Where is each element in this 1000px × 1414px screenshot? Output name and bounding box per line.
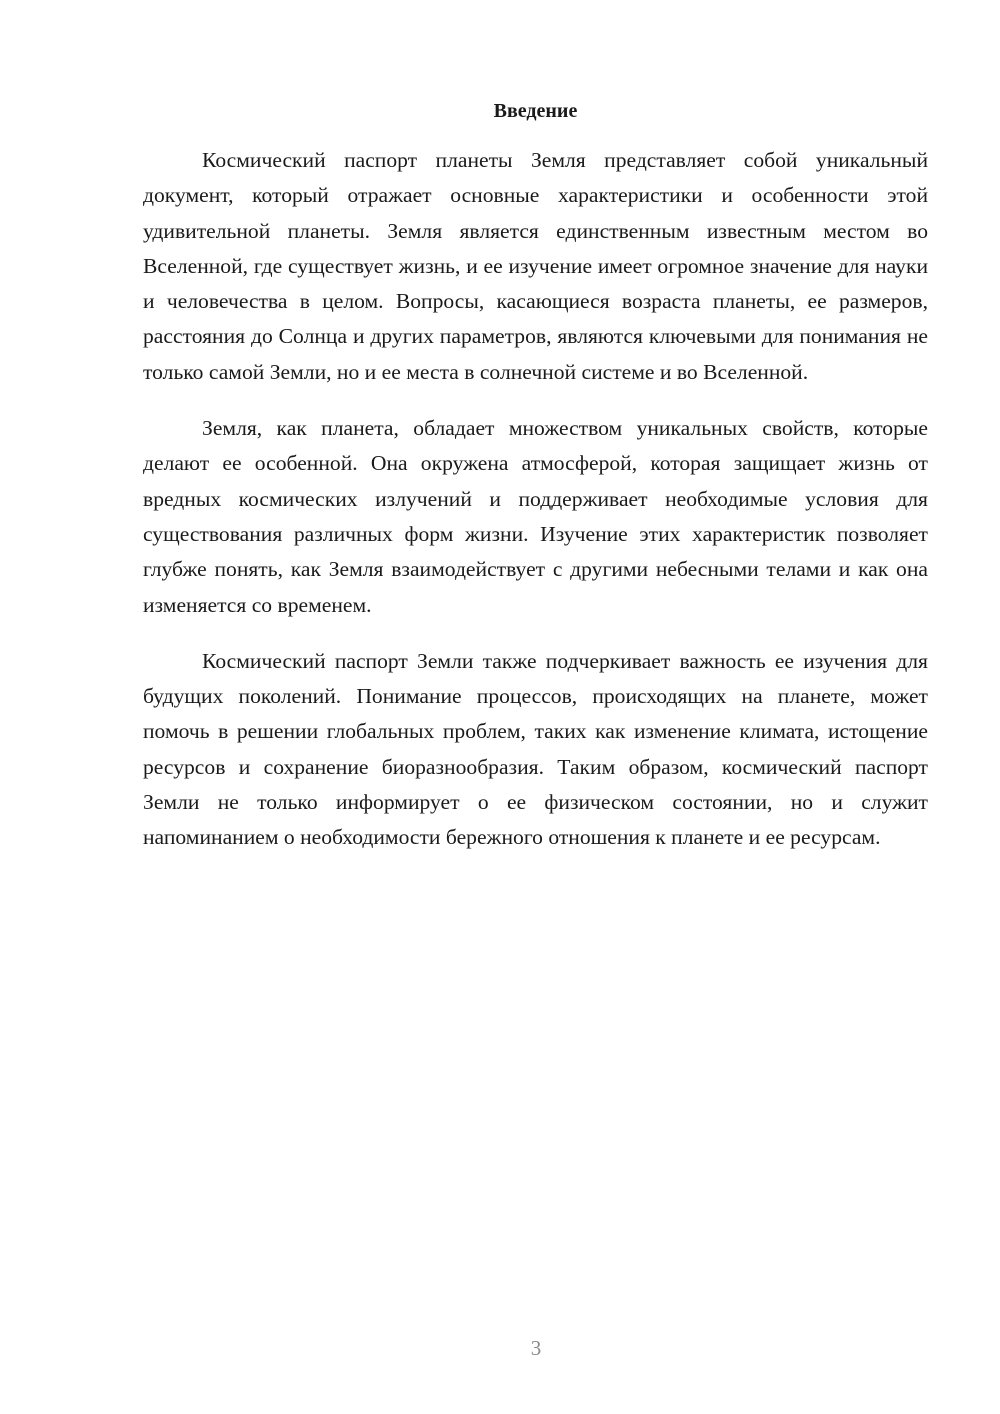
paragraph: Земля, как планета, обладает множеством уникальных свойств, которые делают ее особенной. Она окружена атмосферой, которая защищает жизнь от вредных космических излучений и поддерживает необходимые условия для существования различных форм жизни. Изучение этих характеристик позволяет глубже понять, как Земля взаимодействует с другими небесными телами и как она изменяется со временем. [143, 416, 928, 617]
body-text [143, 143, 928, 877]
paragraph: Космический паспорт Земли также подчеркивает важность ее изучения для будущих поколений. Понимание процессов, происходящих на планете, может помочь в решении глобальных проблем, таких как изменение климата, истощение ресурсов и сохранение биоразнообразия. Таким образом, космический паспорт Земли не только информирует о ее физическом состоянии, но и служит напоминанием о необходимости бережного отношения к планете и ее ресурсам. [143, 648, 928, 850]
paragraph: Космический паспорт планеты Земля представляет собой уникальный документ, который отражает основные характеристики и особенности этой удивительной планеты. Земля является единственным известным местом во Вселенной, где существует жизнь, и ее изучение имеет огромное значение для науки и человечества в целом. Вопросы, касающиеся возраста планеты, ее размеров, расстояния до Солнца и других параметров, являются ключевыми для понимания не только самой Земли, но и ее места в солнечной системе и во Вселенной. [143, 148, 928, 384]
page-number: 3 [530, 1336, 542, 1360]
section-heading: Введение [493, 100, 578, 122]
